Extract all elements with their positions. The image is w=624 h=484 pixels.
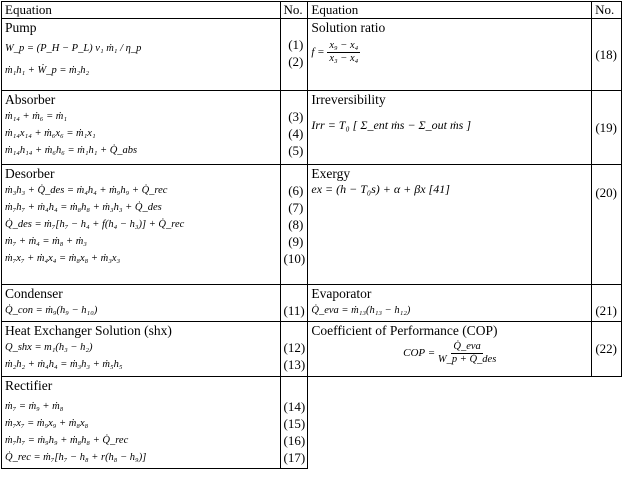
eq-number: (2) (288, 54, 304, 69)
pump-nums (280, 19, 308, 91)
rectifier-eq-2: ṁ₇x₇ = ṁ₉x₉ + ṁ₈x₈ (5, 418, 89, 429)
eq-number: (15) (283, 416, 306, 431)
cop-title: Coefficient of Performance (COP) (311, 323, 498, 338)
eq-number: (13) (283, 357, 306, 372)
header-right-equation: Equation (308, 2, 592, 19)
eq-number: (18) (592, 19, 622, 91)
evaporator-title: Evaporator (311, 286, 372, 301)
absorber-title: Absorber (5, 92, 56, 107)
shx-eq-2: ṁ₂h₂ + ṁ₄h₄ = ṁ₃h₃ + ṁ₅h₅ (5, 359, 123, 370)
eq-number: (6) (288, 183, 304, 198)
pump-eq-2: ṁ₁h₁ + Ẇ_p = ṁ₂h₂ (5, 65, 90, 76)
shx-cell (2, 322, 281, 377)
desorber-eq-1: ṁ₃h₃ + Q̇_des = ṁ₄h₄ + ṁ₉h₉ + Q̇_rec (5, 185, 168, 196)
evaporator-nums (592, 285, 622, 322)
desorber-eq-4: ṁ₇ + ṁ₄ = ṁ₈ + ṁ₃ (5, 236, 87, 247)
desorber-nums (280, 165, 308, 285)
desorber-eq-5: ṁ₇x₇ + ṁ₄x₄ = ṁ₈x₈ + ṁ₃x₃ (5, 253, 121, 264)
row-desorber (2, 165, 622, 285)
row-condenser (2, 285, 622, 322)
header-left-no: No. (280, 2, 308, 19)
solution-ratio-numerator: x₉ − x₄ (329, 40, 359, 51)
condenser-nums (280, 285, 308, 322)
pump-cell (2, 19, 281, 91)
eq-number: (3) (288, 109, 304, 124)
eq-number: (16) (283, 433, 306, 448)
eq-number: (19) (592, 91, 622, 165)
empty-cell (308, 377, 592, 469)
irreversibility-cell (308, 91, 592, 165)
desorber-title: Desorber (5, 166, 55, 181)
empty-cell (592, 377, 622, 469)
solution-ratio-title: Solution ratio (311, 20, 386, 35)
absorber-eq-3: ṁ₁₄h₁₄ + ṁ₆h₆ = ṁ₁h₁ + Q̇_abs (5, 145, 138, 156)
exergy-eq: ex = (h − T₀s) + α + βx [41] (311, 182, 450, 196)
header-right-no: No. (592, 2, 622, 19)
eq-number: (4) (288, 126, 304, 141)
desorber-eq-2: ṁ₇h₇ + ṁ₄h₄ = ṁ₈h₈ + ṁ₃h₃ + Q̇_des (5, 202, 162, 213)
rectifier-eq-4: Q̇_rec = ṁ₇[h₇ − h₈ + r(h₈ − h₉)] (5, 452, 147, 463)
exergy-title: Exergy (311, 166, 351, 181)
eq-number: (1) (288, 37, 304, 52)
eq-number: (22) (592, 322, 622, 377)
cop-lhs: COP = (403, 347, 436, 360)
eq-number: (21) (595, 303, 617, 318)
eq-number: (9) (288, 234, 304, 249)
cop-numerator: Q̇_eva (453, 341, 481, 352)
eq-number: (5) (288, 143, 304, 158)
pump-eq-1: W_p = (P_H − P_L) ν₁ ṁ₁ / η_p (5, 43, 142, 54)
cop-denominator: W_p + Q̇_des (437, 354, 497, 365)
solution-ratio-cell (308, 19, 592, 91)
eq-number: (8) (288, 217, 304, 232)
eq-number: (11) (283, 303, 305, 318)
eq-number: (10) (283, 251, 306, 266)
row-shx (2, 322, 622, 377)
rectifier-eq-1: ṁ₇ = ṁ₉ + ṁ₈ (5, 401, 64, 412)
condenser-eq-1: Q̇_con = ṁ₉(h₉ − h₁₀) (5, 305, 98, 316)
solution-ratio-fraction (327, 40, 360, 65)
pump-title: Pump (5, 20, 37, 35)
absorber-eq-2: ṁ₁₄x₁₄ + ṁ₆x₆ = ṁ₁x₁ (5, 128, 96, 139)
solution-ratio-denominator: x₃ − x₄ (329, 53, 359, 64)
rectifier-nums (280, 377, 308, 469)
cop-fraction (438, 341, 496, 366)
cop-cell (308, 322, 592, 377)
irreversibility-title: Irreversibility (311, 92, 386, 107)
row-pump (2, 19, 622, 91)
eq-number: (7) (288, 200, 304, 215)
shx-title: Heat Exchanger Solution (shx) (5, 323, 172, 338)
shx-nums (280, 322, 308, 377)
exergy-cell (308, 165, 592, 285)
eq-number: (20) (592, 165, 622, 285)
row-absorber (2, 91, 622, 165)
evaporator-eq: Q̇_eva = ṁ₁₃(h₁₃ − h₁₂) (311, 305, 411, 316)
desorber-eq-3: Q̇_des = ṁ₇[h₇ − h₄ + f(h₄ − h₃)] + Q̇_rec (5, 219, 185, 230)
header-row (2, 2, 622, 19)
absorber-cell (2, 91, 281, 165)
equation-table (1, 1, 622, 469)
shx-eq-1: Q_shx = m₁(h₃ − h₂) (5, 342, 93, 353)
absorber-nums (280, 91, 308, 165)
header-left-equation: Equation (2, 2, 281, 19)
eq-number: (12) (283, 340, 306, 355)
eq-number: (17) (283, 450, 306, 465)
condenser-cell (2, 285, 281, 322)
row-rectifier (2, 377, 622, 469)
evaporator-cell (308, 285, 592, 322)
rectifier-cell (2, 377, 281, 469)
irreversibility-eq: Irr = T₀ [ Σ_ent ṁs − Σ_out ṁs ] (311, 118, 472, 132)
condenser-title: Condenser (5, 286, 63, 301)
eq-number: (14) (283, 399, 306, 414)
desorber-cell (2, 165, 281, 285)
solution-ratio-lhs: f = (311, 46, 325, 59)
rectifier-title: Rectifier (5, 378, 53, 393)
rectifier-eq-3: ṁ₇h₇ = ṁ₉h₉ + ṁ₈h₈ + Q̇_rec (5, 435, 129, 446)
absorber-eq-1: ṁ₁₄ + ṁ₆ = ṁ₁ (5, 111, 68, 122)
